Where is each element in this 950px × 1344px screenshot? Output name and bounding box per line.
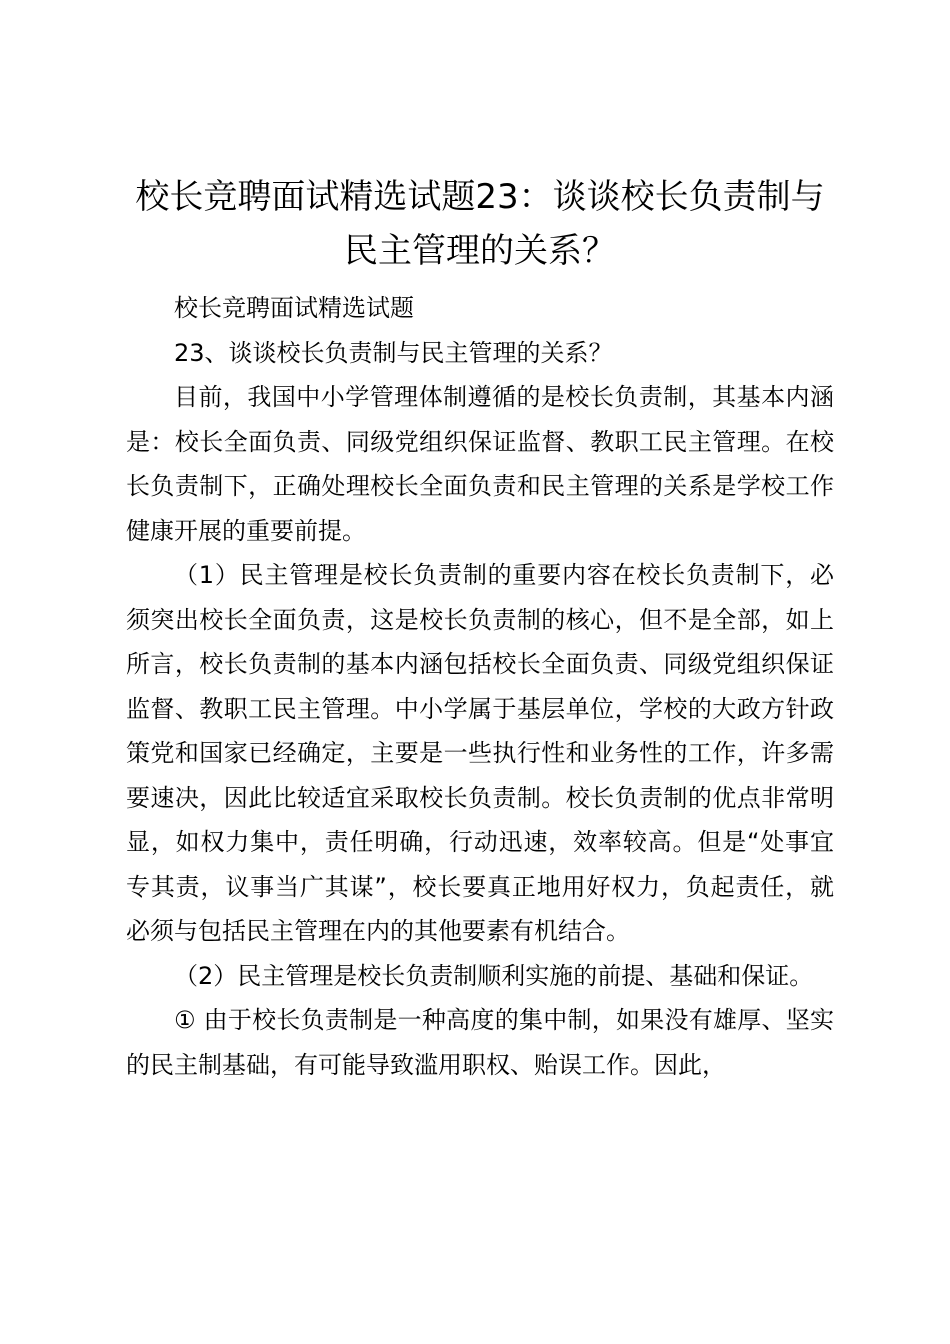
paragraph-intro: 目前，我国中小学管理体制遵循的是校长负责制，其基本内涵是：校长全面负责、同级党组织保证监督、教职工民主管理。在校长负责制下，正确处理校长全面负责和民主管理的关系是学校工作健康开展的重要前提。 (126, 383, 834, 545)
paragraph-subtitle: 校长竞聘面试精选试题 (174, 294, 414, 322)
paragraph-point-2: （2）民主管理是校长负责制顺利实施的前提、基础和保证。 (174, 961, 814, 990)
paragraph-subpoint-1: ① 由于校长负责制是一种高度的集中制，如果没有雄厚、坚实的民主制基础，有可能导致滥用职权、贻误工作。因此， (126, 1006, 834, 1079)
document-body (126, 286, 834, 1087)
document-page (126, 170, 834, 1087)
paragraph-question: 23、谈谈校长负责制与民主管理的关系？ (174, 338, 613, 367)
paragraph-point-1: （1）民主管理是校长负责制的重要内容在校长负责制下，必须突出校长全面负责，这是校长负责制的核心，但不是全部，如上所言，校长负责制的基本内涵包括校长全面负责、同级党组织保证监督、教职工民主管理。中小学属于基层单位，学校的大政方针政策党和国家已经确定，主要是一些执行性和业务性的工作，许多需要速决，因此比较适宜采取校长负责制。校长负责制的优点非常明显，如权力集中，责任明确，行动迅速，效率较高。但是“处事宜专其责，议事当广其谋”，校长要真正地用好权力，负起责任，就必须与包括民主管理在内的其他要素有机结合。 (126, 561, 834, 945)
document-title: 校长竞聘面试精选试题23：谈谈校长负责制与民主管理的关系？ (135, 177, 825, 271)
